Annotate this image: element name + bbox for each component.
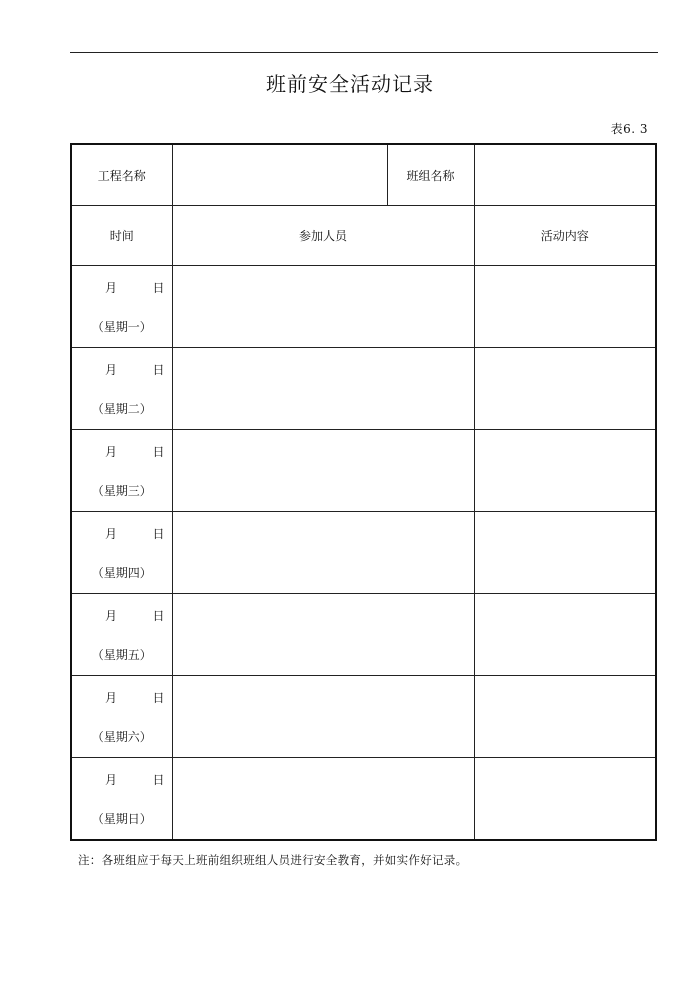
month-label: 月 [105, 363, 118, 377]
header-row [71, 144, 656, 206]
day-row-friday [71, 594, 656, 676]
project-name-label: 工程名称 [71, 144, 172, 206]
month-label: 月 [105, 527, 118, 541]
day-row-sunday [71, 758, 656, 841]
participants-field[interactable] [172, 594, 474, 676]
weekday-label: （星期三） [91, 484, 152, 498]
content-field[interactable] [474, 676, 656, 758]
weekday-label: （星期六） [91, 730, 152, 744]
date-cell[interactable] [71, 512, 172, 594]
participants-field[interactable] [172, 430, 474, 512]
date-cell[interactable] [71, 594, 172, 676]
footer-note: 注：各班组应于每天上班前组织班组人员进行安全教育，并如实作好记录。 [78, 853, 468, 867]
team-name-label: 班组名称 [387, 144, 474, 206]
participants-column-header: 参加人员 [172, 206, 474, 266]
month-label: 月 [105, 773, 118, 787]
date-cell[interactable] [71, 266, 172, 348]
day-row-monday [71, 266, 656, 348]
date-cell[interactable] [71, 758, 172, 841]
participants-field[interactable] [172, 512, 474, 594]
participants-field[interactable] [172, 266, 474, 348]
day-label: 日 [152, 691, 165, 705]
month-label: 月 [105, 445, 118, 459]
content-field[interactable] [474, 266, 656, 348]
participants-field[interactable] [172, 758, 474, 841]
date-cell[interactable] [71, 348, 172, 430]
team-name-field[interactable] [474, 144, 656, 206]
day-label: 日 [152, 773, 165, 787]
content-column-header: 活动内容 [474, 206, 656, 266]
day-label: 日 [152, 609, 165, 623]
day-label: 日 [152, 527, 165, 541]
project-name-field[interactable] [172, 144, 387, 206]
activity-record-table [70, 143, 657, 841]
weekday-label: （星期二） [91, 402, 152, 416]
content-field[interactable] [474, 758, 656, 841]
month-label: 月 [105, 281, 118, 295]
weekday-label: （星期五） [91, 648, 152, 662]
date-cell[interactable] [71, 676, 172, 758]
time-column-header: 时间 [71, 206, 172, 266]
top-rule [70, 52, 658, 53]
content-field[interactable] [474, 594, 656, 676]
day-row-tuesday [71, 348, 656, 430]
date-cell[interactable] [71, 430, 172, 512]
content-field[interactable] [474, 430, 656, 512]
document-title: 班前安全活动记录 [266, 72, 434, 96]
day-label: 日 [152, 445, 165, 459]
day-label: 日 [152, 363, 165, 377]
content-field[interactable] [474, 348, 656, 430]
day-row-wednesday [71, 430, 656, 512]
column-header-row [71, 206, 656, 266]
weekday-label: （星期一） [91, 320, 152, 334]
participants-field[interactable] [172, 676, 474, 758]
day-label: 日 [152, 281, 165, 295]
participants-field[interactable] [172, 348, 474, 430]
day-row-thursday [71, 512, 656, 594]
weekday-label: （星期四） [91, 566, 152, 580]
month-label: 月 [105, 609, 118, 623]
weekday-label: （星期日） [91, 812, 152, 826]
month-label: 月 [105, 691, 118, 705]
day-row-saturday [71, 676, 656, 758]
table-number: 表6. 3 [610, 122, 648, 136]
content-field[interactable] [474, 512, 656, 594]
